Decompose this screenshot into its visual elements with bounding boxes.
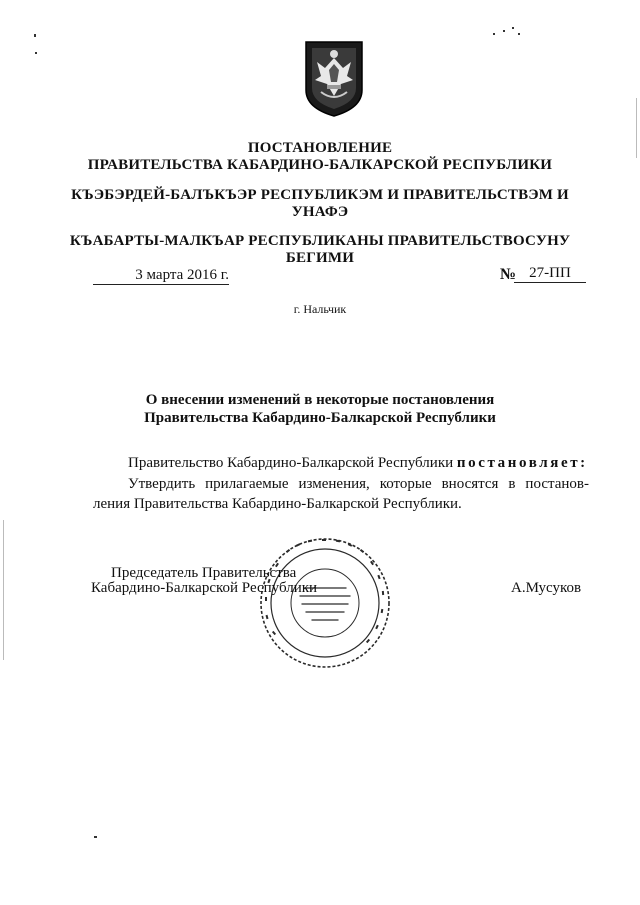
- body-intro: [128, 453, 588, 473]
- doc-type-heading: ПОСТАНОВЛЕНИЕ: [247, 140, 393, 156]
- scan-edge-left: [3, 520, 4, 660]
- scan-artifact: [35, 52, 37, 54]
- signer-position-line1: Председатель Правительства: [111, 565, 297, 581]
- scan-artifact: [518, 33, 520, 35]
- issuer-heading-kbd-line2: УНАФЭ: [291, 204, 349, 220]
- document-date: 3 марта 2016 г.: [93, 266, 229, 285]
- issuer-heading-ru: ПРАВИТЕЛЬСТВА КАБАРДИНО-БАЛКАРСКОЙ РЕСПУБЛИКИ: [87, 157, 553, 173]
- decree-word: постановляет:: [456, 455, 588, 471]
- official-seal-icon: [256, 536, 394, 670]
- document-title-line1: О внесении изменений в некоторые постановления: [145, 392, 495, 408]
- issuer-heading-kbd-line1: КЪЭБЭРДЕЙ-БАЛЪКЪЭР РЕСПУБЛИКЭМ И ПРАВИТЕЛЬСТВЭМ И: [71, 187, 569, 203]
- coat-of-arms-icon: [303, 40, 365, 118]
- city-label: г. Нальчик: [293, 302, 347, 316]
- number-label: №: [500, 266, 517, 283]
- document-title-line2: Правительства Кабардино-Балкарской Республики: [144, 410, 496, 426]
- issuer-heading-krc-line1: КЪАБАРТЫ-МАЛКЪАР РЕСПУБЛИКАНЫ ПРАВИТЕЛЬСТВОСУНУ: [69, 233, 571, 249]
- body-line-3: ления Правительства Кабардино-Балкарской Республики.: [93, 496, 462, 512]
- scan-artifact: [512, 27, 514, 29]
- body-intro-text: Правительство Кабардино-Балкарской Республики: [128, 455, 454, 471]
- body-line-2: Утвердить прилагаемые изменения, которые вносятся в постанов-: [128, 476, 589, 492]
- scan-edge-right: [636, 98, 637, 158]
- scan-artifact: [34, 34, 36, 37]
- scan-artifact: [94, 836, 97, 838]
- scan-artifact: [503, 30, 505, 32]
- scan-artifact: [493, 33, 495, 35]
- document-number: 27-ПП: [514, 264, 586, 283]
- signer-name: А.Мусуков: [511, 580, 582, 596]
- signer-position-line2: Кабардино-Балкарской Республики: [91, 580, 318, 596]
- issuer-heading-krc-line2: БЕГИМИ: [285, 250, 355, 266]
